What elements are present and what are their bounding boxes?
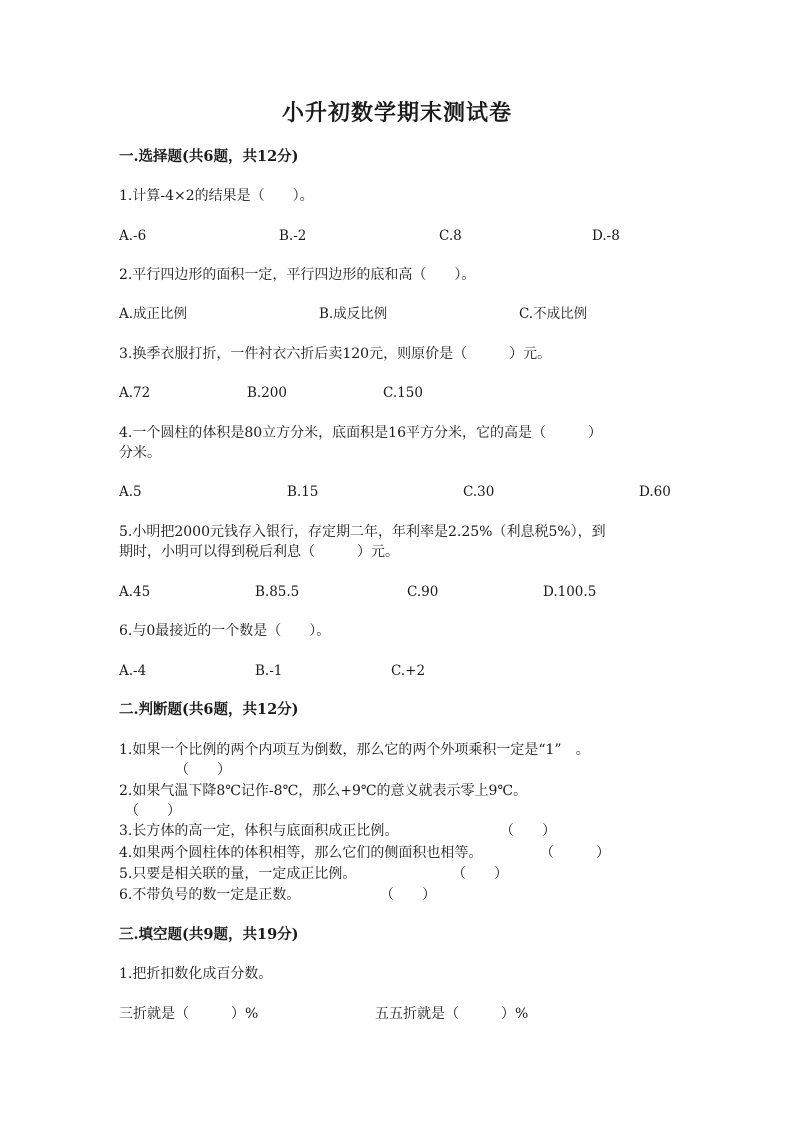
judge-answer-paren: （ ） [500,823,556,839]
judge-statement: 5.只要是相关联的量，一定成正比例。 [119,866,357,882]
option-d: D.-8 [592,228,620,244]
question-stem: 2.平行四边形的面积一定，平行四边形的底和高（ ）。 [119,267,476,283]
option-a: A.成正比例 [119,306,188,322]
section-heading-fill: 三.填空题(共9题，共19分) [119,926,299,943]
question-stem: 4.一个圆柱的体积是80立方分米，底面积是16平方分米，它的高是（ ） [119,425,602,441]
option-b: B.200 [247,385,287,401]
option-c: C.150 [383,385,423,401]
question-stem-cont: 期时，小明可以得到税后利息（ ）元。 [119,544,399,560]
option-c: C.8 [439,228,462,244]
judge-answer-paren: （ ） [175,762,231,778]
option-d: D.60 [639,484,671,500]
fill-blank: 三折就是（ ）% [119,1006,259,1022]
judge-statement: 4.如果两个圆柱体的体积相等，那么它们的侧面积也相等。 [119,845,483,861]
option-b: B.成反比例 [319,306,388,322]
option-b: B.-1 [255,663,283,679]
question-stem: 6.与0最接近的一个数是（ ）。 [119,623,331,639]
option-a: A.-4 [119,663,147,679]
judge-statement: 2.如果气温下降8℃记作-8℃，那么+9℃的意义就表示零上9℃。 [119,783,528,799]
section-heading-judge: 二.判断题(共6题，共12分) [119,701,299,718]
judge-answer-paren: （ ） [125,803,181,819]
question-stem: 3.换季衣服打折，一件衬衣六折后卖120元，则原价是（ ）元。 [119,346,552,362]
option-b: B.15 [287,484,319,500]
judge-statement: 6.不带负号的数一定是正数。 [119,887,301,903]
option-a: A.5 [119,484,142,500]
judge-answer-paren: （ ） [380,887,436,903]
option-c: C.30 [463,484,495,500]
judge-answer-paren: （ ） [540,845,610,861]
option-b: B.-2 [279,228,307,244]
question-stem: 1.计算-4×2的结果是（ ）。 [119,188,314,204]
section-heading-choice: 一.选择题(共6题，共12分) [119,148,299,165]
fill-question-stem: 1.把折扣数化成百分数。 [119,966,273,982]
option-a: A.45 [119,584,151,600]
option-c: C.90 [407,584,439,600]
option-d: D.100.5 [543,584,597,600]
option-a: A.72 [119,385,151,401]
option-c: C.不成比例 [519,306,588,322]
question-stem: 5.小明把2000元钱存入银行，存定期二年，年利率是2.25%（利息税5%），到 [119,524,606,540]
option-a: A.-6 [119,228,147,244]
question-stem-cont: 分米。 [119,445,161,461]
fill-blank: 五五折就是（ ）% [375,1006,529,1022]
judge-answer-paren: （ ） [452,866,508,882]
option-b: B.85.5 [255,584,300,600]
page-title: 小升初数学期末测试卷 [281,100,512,126]
option-c: C.+2 [391,663,426,679]
judge-statement: 3.长方体的高一定，体积与底面积成正比例。 [119,823,399,839]
judge-statement: 1.如果一个比例的两个内项互为倒数，那么它的两个外项乘积一定是“1” 。 [119,742,590,758]
